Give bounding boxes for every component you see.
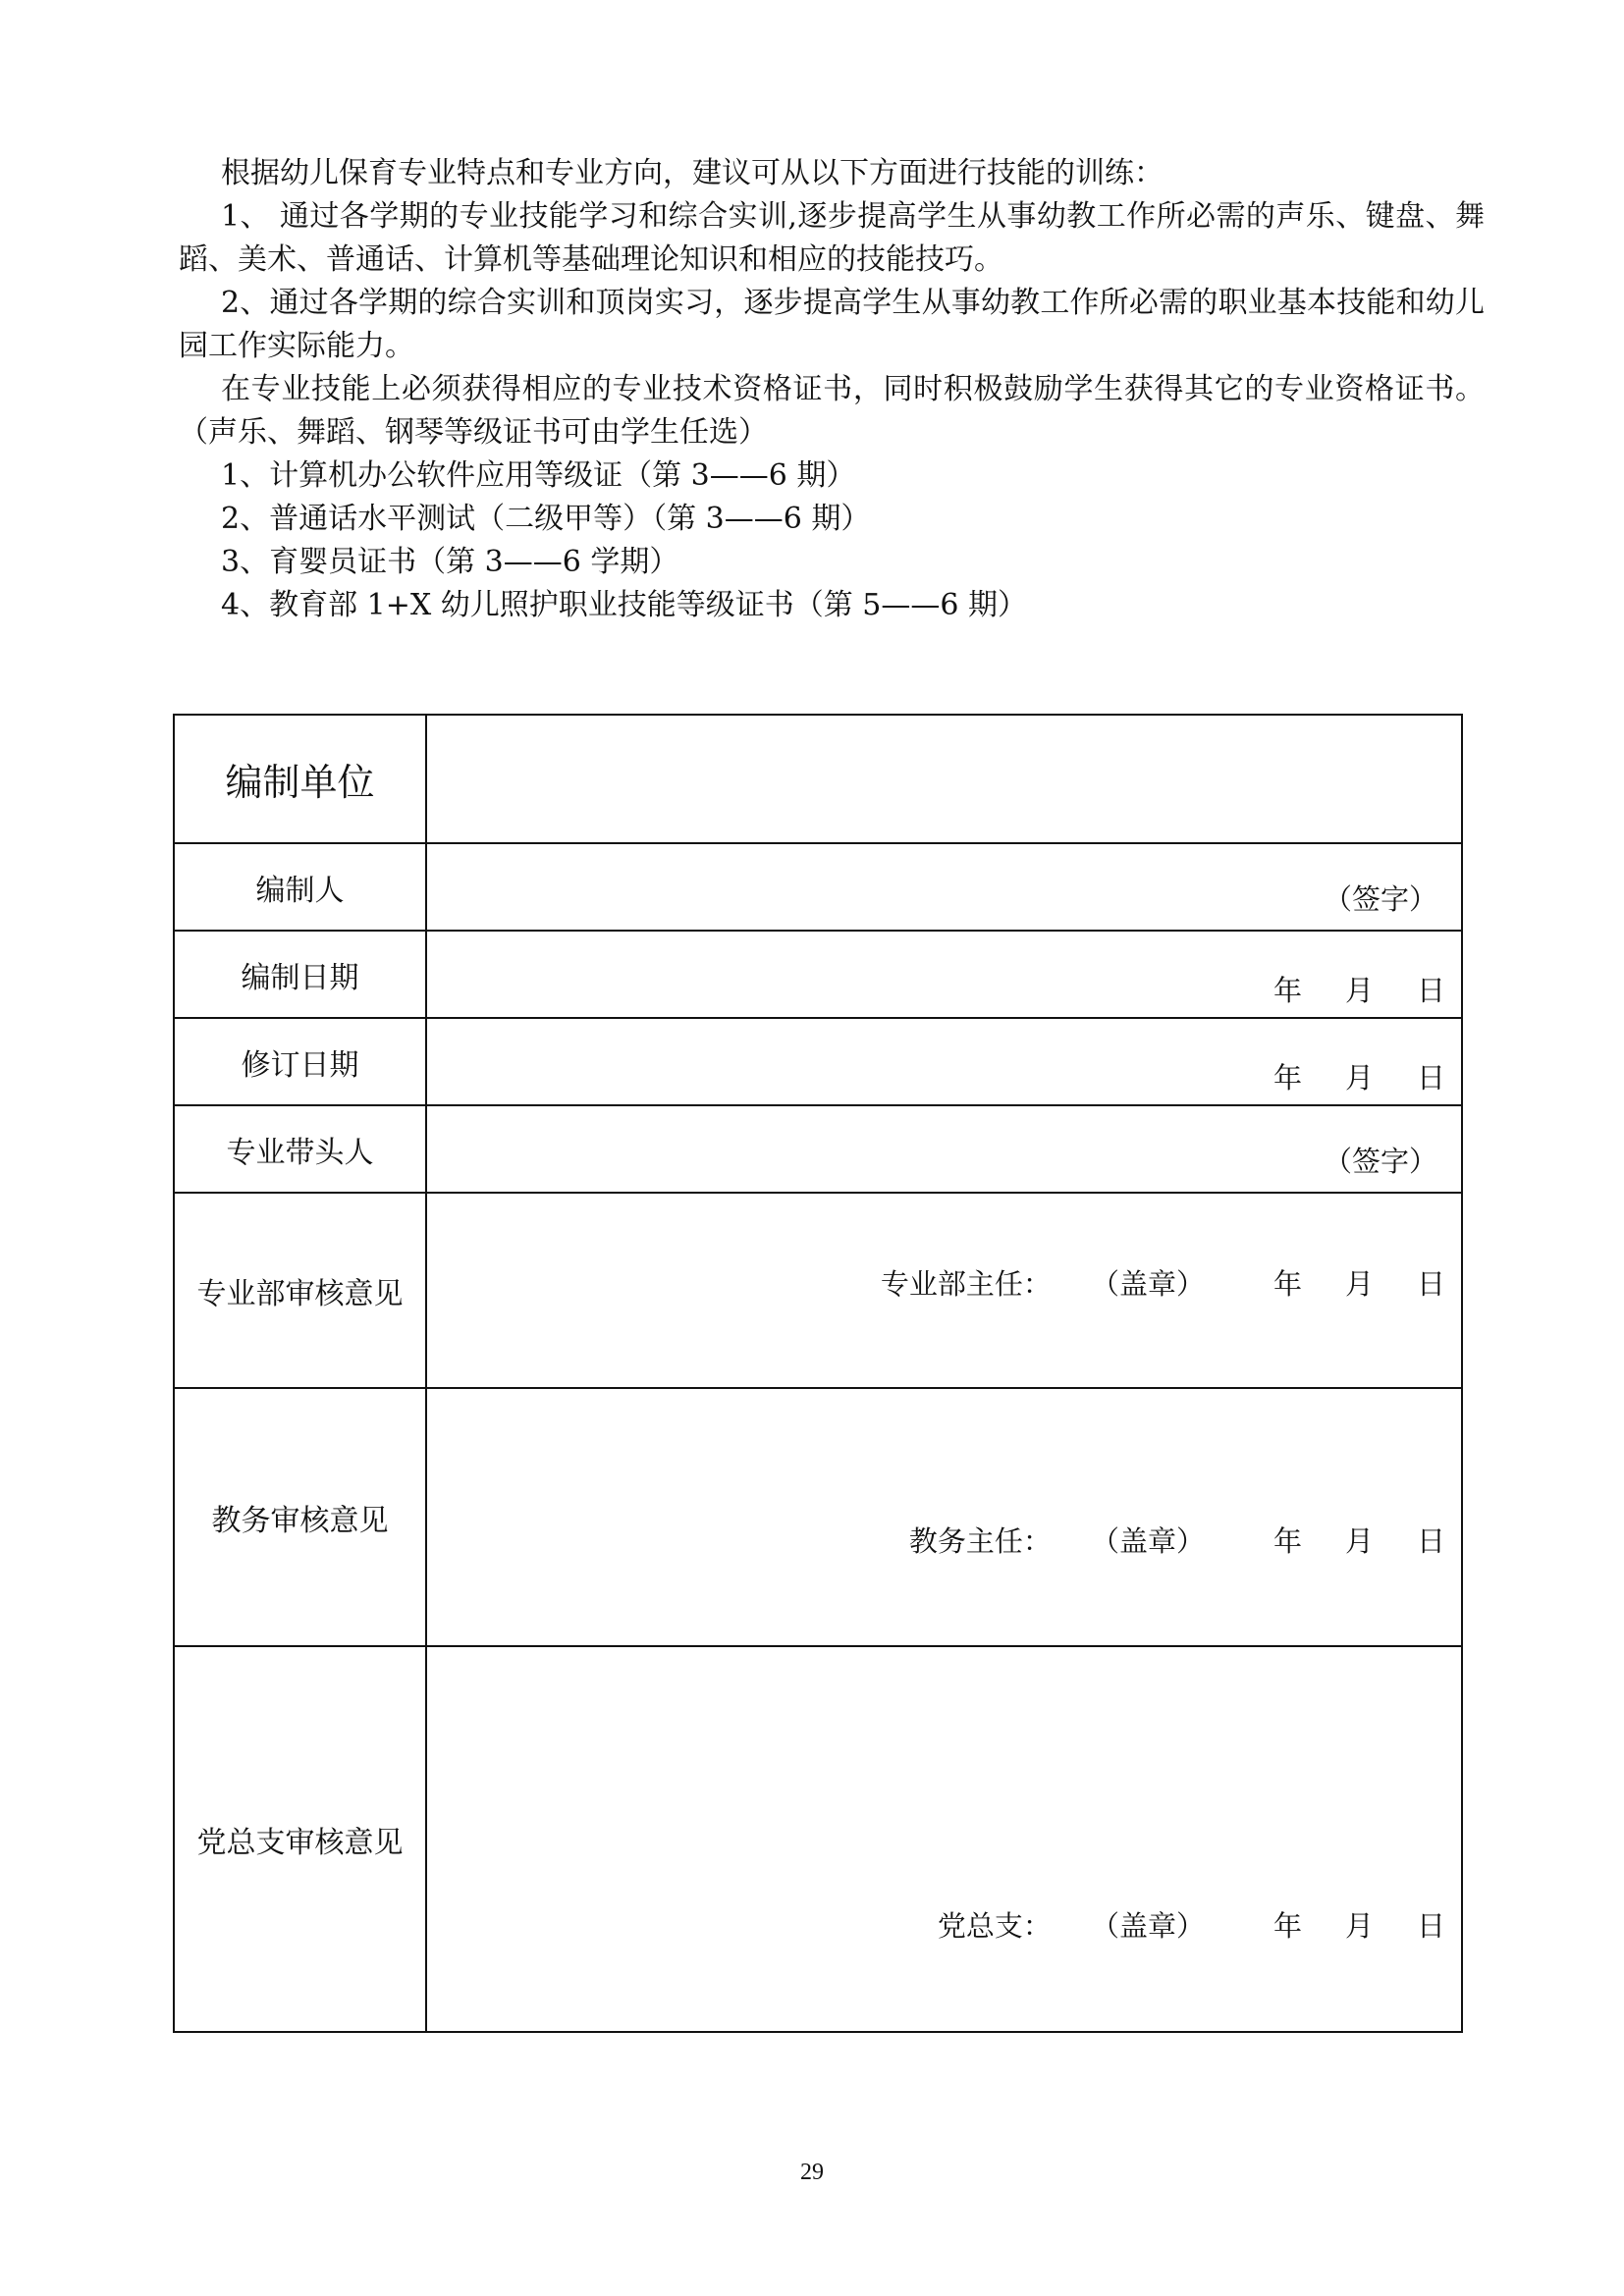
month-label: 月: [1344, 1524, 1374, 1558]
revise-date-label: 修订日期: [174, 1018, 426, 1105]
date-line: [1273, 1056, 1445, 1096]
dept-review-field[interactable]: [426, 1193, 1462, 1388]
row-unit: [174, 715, 1462, 843]
month-label: 月: [1344, 1909, 1374, 1943]
dept-head-label: 专业部主任：: [880, 1267, 1052, 1301]
row-academic-review: [174, 1388, 1462, 1646]
row-dept-review: [174, 1193, 1462, 1388]
row-party-review: [174, 1646, 1462, 2032]
compiler-label: 编制人: [174, 843, 426, 931]
row-compile-date: [174, 931, 1462, 1018]
seal-note: （盖章）: [1090, 1267, 1205, 1301]
row-leader: [174, 1105, 1462, 1193]
approval-form: [173, 714, 1463, 2033]
training-item-1: 1、 通过各学期的专业技能学习和综合实训,逐步提高学生从事幼教工作所必需的声乐、键盘、舞蹈、美术、普通话、计算机等基础理论知识和相应的技能技巧。: [179, 199, 1485, 277]
academic-review-field[interactable]: [426, 1388, 1462, 1646]
compile-date-field[interactable]: [426, 931, 1462, 1018]
academic-head-label: 教务主任：: [908, 1524, 1052, 1558]
signature-note: （签字）: [1323, 1145, 1437, 1178]
certificate-item: 1、计算机办公软件应用等级证（第 3——6 期）: [221, 458, 856, 493]
approval-line: [881, 1262, 1445, 1303]
dept-review-label: 专业部审核意见: [174, 1193, 426, 1388]
row-compiler: [174, 843, 1462, 931]
intro-paragraph: 根据幼儿保育专业特点和专业方向，建议可从以下方面进行技能的训练：: [221, 156, 1164, 190]
approval-line: [938, 1904, 1445, 1945]
year-label: 年: [1272, 1061, 1302, 1095]
year-label: 年: [1272, 974, 1302, 1007]
certificate-item: 2、普通话水平测试（二级甲等）（第 3——6 期）: [221, 502, 871, 536]
compiler-field[interactable]: [426, 843, 1462, 931]
certificate-item: 3、育婴员证书（第 3——6 学期）: [221, 545, 679, 579]
seal-note: （盖章）: [1090, 1524, 1205, 1558]
party-review-label: 党总支审核意见: [174, 1646, 426, 2032]
unit-label: 编制单位: [174, 715, 426, 843]
day-label: 日: [1416, 1267, 1445, 1301]
party-head-label: 党总支：: [937, 1909, 1052, 1943]
unit-field[interactable]: [426, 715, 1462, 843]
seal-note: （盖章）: [1090, 1909, 1205, 1943]
signature-note: （签字）: [1323, 882, 1437, 916]
month-label: 月: [1344, 1267, 1374, 1301]
day-label: 日: [1416, 974, 1445, 1007]
leader-field[interactable]: [426, 1105, 1462, 1193]
year-label: 年: [1272, 1267, 1302, 1301]
training-item-2: 2、通过各学期的综合实训和顶岗实习，逐步提高学生从事幼教工作所必需的职业基本技能和幼儿园工作实际能力。: [179, 286, 1485, 363]
year-label: 年: [1272, 1524, 1302, 1558]
leader-label: 专业带头人: [174, 1105, 426, 1193]
compile-date-label: 编制日期: [174, 931, 426, 1018]
approval-line: [909, 1520, 1445, 1560]
day-label: 日: [1416, 1061, 1445, 1095]
day-label: 日: [1416, 1909, 1445, 1943]
page-number: 29: [800, 2160, 824, 2185]
date-line: [1273, 969, 1445, 1009]
academic-review-label: 教务审核意见: [174, 1388, 426, 1646]
party-review-field[interactable]: [426, 1646, 1462, 2032]
month-label: 月: [1344, 974, 1374, 1007]
month-label: 月: [1344, 1061, 1374, 1095]
certificate-intro: 在专业技能上必须获得相应的专业技术资格证书，同时积极鼓励学生获得其它的专业资格证书。（声乐、舞蹈、钢琴等级证书可由学生任选）: [179, 372, 1485, 450]
body-text: [179, 152, 1485, 627]
day-label: 日: [1416, 1524, 1445, 1558]
year-label: 年: [1272, 1909, 1302, 1943]
certificate-item: 4、教育部 1+X 幼儿照护职业技能等级证书（第 5——6 期）: [221, 588, 1027, 622]
row-revise-date: [174, 1018, 1462, 1105]
revise-date-field[interactable]: [426, 1018, 1462, 1105]
